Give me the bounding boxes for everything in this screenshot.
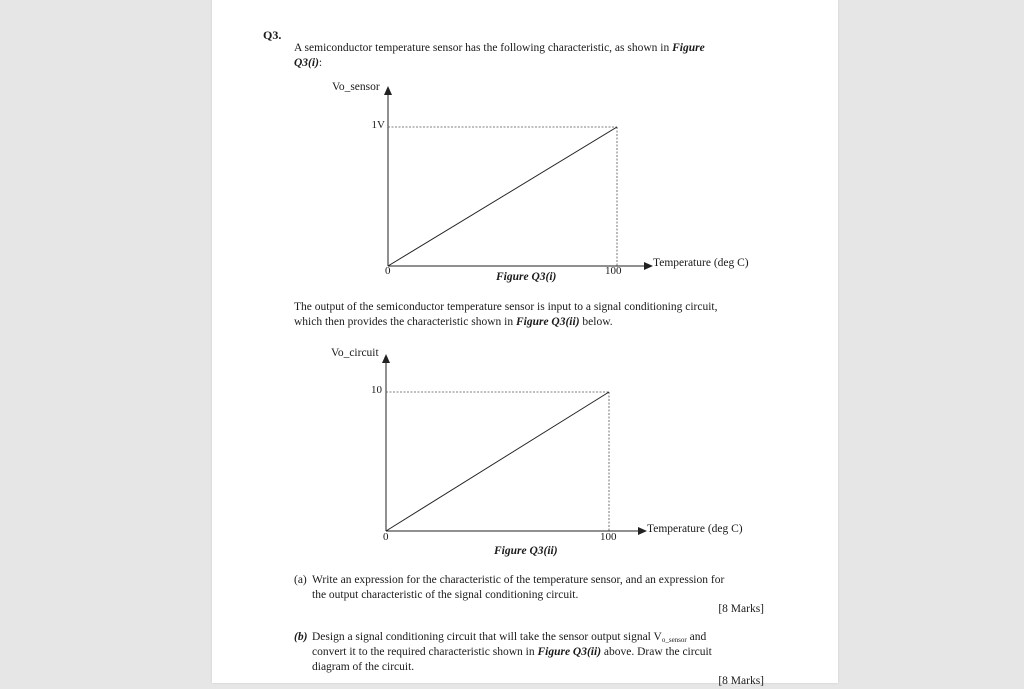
fig2-y-arrow — [382, 354, 390, 363]
fig2-caption: Figure Q3(ii) — [494, 545, 558, 557]
middle-figure-ref: Figure Q3(ii) — [515, 316, 580, 328]
fig1-y-tick: 1V — [371, 119, 385, 131]
middle-line-2-end: below. — [579, 316, 613, 328]
document-page — [212, 0, 838, 687]
intro-tail: : — [318, 57, 323, 69]
part-a-marks: [8 Marks] — [718, 603, 764, 615]
middle-line-1: The output of the semiconductor temperature sensor is input to a signal conditioning circuit, — [294, 301, 718, 313]
fig2-x-arrow — [638, 527, 647, 535]
intro-figure-ref-2: Q3(i) — [294, 57, 319, 69]
part-b-marks: [8 Marks] — [718, 675, 764, 687]
part-b-line-1-start: Design a signal conditioning circuit that will take the sensor output signal V — [312, 631, 662, 643]
part-b-line-3: diagram of the circuit. — [312, 661, 415, 673]
part-a-line-1: Write an expression for the characteristic of the temperature sensor, and an expression for — [312, 574, 725, 586]
fig2-x-tick: 100 — [600, 531, 617, 543]
part-b-line-2-start: convert it to the required characteristic shown in — [312, 646, 538, 658]
fig2-x-label: Temperature (deg C) — [647, 523, 743, 535]
part-b-line-1-end: and — [686, 631, 707, 643]
part-b-line-2-end: above. Draw the circuit — [601, 646, 712, 658]
part-b-subscript: o_sensor — [661, 636, 687, 644]
fig1-x-label: Temperature (deg C) — [653, 257, 749, 269]
part-b-label: (b) — [294, 631, 308, 643]
part-b-figure-ref: Figure Q3(ii) — [537, 646, 602, 658]
intro-text: A semiconductor temperature sensor has the following characteristic, as shown in — [294, 42, 673, 54]
fig2-x-origin: 0 — [383, 531, 389, 543]
fig1-y-label: Vo_sensor — [332, 81, 380, 93]
fig2-y-label: Vo_circuit — [331, 347, 379, 359]
fig2-characteristic-line — [386, 392, 609, 531]
part-a-label: (a) — [294, 574, 307, 586]
part-a-line-2: the output characteristic of the signal conditioning circuit. — [312, 589, 579, 601]
fig2-y-tick: 10 — [371, 384, 382, 396]
question-number: Q3. — [263, 28, 282, 42]
middle-line-2-start: which then provides the characteristic shown in — [294, 316, 516, 328]
fig1-x-tick: 100 — [605, 265, 622, 277]
fig1-caption: Figure Q3(i) — [496, 271, 557, 283]
part-b-line-2 — [312, 645, 712, 660]
fig1-x-origin: 0 — [385, 265, 391, 277]
intro-figure-ref-1: Figure — [672, 42, 705, 54]
